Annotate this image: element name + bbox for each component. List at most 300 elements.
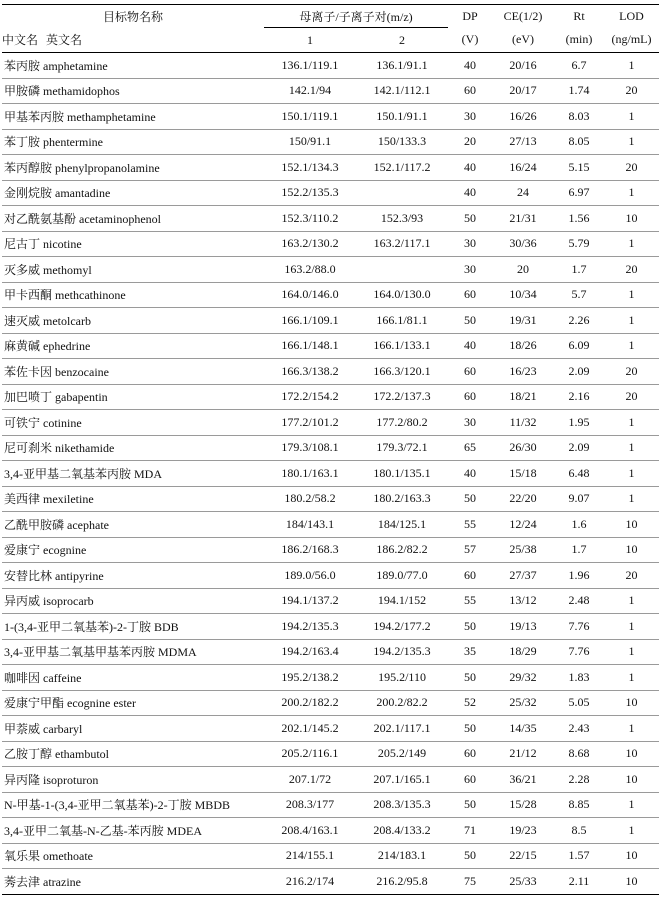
header-ion-pair — [264, 5, 448, 28]
cell-rt: 8.68 — [554, 741, 604, 767]
compound-en-name: MDA — [134, 466, 163, 481]
cell-ion1: 166.1/109.1 — [264, 308, 356, 334]
header-ion1: 1 — [264, 28, 356, 53]
cell-ion2: 194.1/152 — [356, 588, 448, 614]
table-row — [2, 231, 659, 257]
cell-ce: 12/24 — [492, 512, 554, 538]
cell-dp: 60 — [448, 741, 492, 767]
cell-rt: 1.7 — [554, 257, 604, 283]
cell-rt: 1.56 — [554, 206, 604, 232]
cell-dp: 60 — [448, 78, 492, 104]
cell-ion1: 163.2/130.2 — [264, 231, 356, 257]
cell-ce: 19/13 — [492, 614, 554, 640]
cell-dp: 52 — [448, 690, 492, 716]
compound-name-cell — [2, 410, 264, 436]
cell-ion2: 172.2/137.3 — [356, 384, 448, 410]
table-row — [2, 155, 659, 181]
cell-ion1: 194.2/135.3 — [264, 614, 356, 640]
cell-lod: 10 — [604, 690, 659, 716]
cell-ce: 25/38 — [492, 537, 554, 563]
compound-name-cell — [2, 869, 264, 895]
cell-ion1: 142.1/94 — [264, 78, 356, 104]
table-row — [2, 384, 659, 410]
cell-ion2: 166.1/133.1 — [356, 333, 448, 359]
cell-ion2: 184/125.1 — [356, 512, 448, 538]
cell-ion2: 186.2/82.2 — [356, 537, 448, 563]
compound-en-name: acephate — [67, 517, 109, 532]
cell-dp: 50 — [448, 792, 492, 818]
compound-en-name: phentermine — [43, 135, 103, 150]
cell-rt: 5.15 — [554, 155, 604, 181]
cell-ce: 10/34 — [492, 282, 554, 308]
cell-lod: 20 — [604, 384, 659, 410]
cell-dp: 60 — [448, 359, 492, 385]
compound-en-name: atrazine — [43, 874, 81, 889]
compound-name-cell — [2, 180, 264, 206]
cell-ion2: 136.1/91.1 — [356, 53, 448, 79]
header-lod-unit: (ng/mL) — [604, 28, 659, 53]
table-row — [2, 257, 659, 283]
compound-name-cell — [2, 308, 264, 334]
cell-dp: 55 — [448, 512, 492, 538]
cell-ion2: 164.0/130.0 — [356, 282, 448, 308]
cell-ce: 16/26 — [492, 104, 554, 130]
compound-cn-name: 苯丙醇胺 — [4, 160, 53, 175]
compound-en-name: ecognine ester — [67, 696, 136, 711]
cell-ce: 26/30 — [492, 435, 554, 461]
header-ce-unit: (eV) — [492, 28, 554, 53]
table-row — [2, 639, 659, 665]
table-row — [2, 180, 659, 206]
compound-cn-name: 麻黄碱 — [4, 339, 41, 354]
table-row — [2, 843, 659, 869]
cell-lod: 1 — [604, 486, 659, 512]
table-row — [2, 104, 659, 130]
table-row — [2, 716, 659, 742]
cell-ion2: 214/183.1 — [356, 843, 448, 869]
compound-en-name: acetaminophenol — [79, 211, 161, 226]
cell-ion2: 166.3/120.1 — [356, 359, 448, 385]
cell-dp: 57 — [448, 537, 492, 563]
compound-cn-name: 安替比林 — [4, 568, 53, 583]
table-row — [2, 435, 659, 461]
table-row — [2, 486, 659, 512]
cell-ce: 27/13 — [492, 129, 554, 155]
compound-name-cell — [2, 741, 264, 767]
compound-cn-name: 对乙酰氨基酚 — [4, 211, 77, 226]
cell-lod: 20 — [604, 155, 659, 181]
table-row — [2, 308, 659, 334]
cell-ion2: 142.1/112.1 — [356, 78, 448, 104]
table-row — [2, 690, 659, 716]
cell-rt: 2.48 — [554, 588, 604, 614]
cell-ion1: 214/155.1 — [264, 843, 356, 869]
compound-en-name: omethoate — [43, 849, 93, 864]
compound-en-name: isoprocarb — [43, 594, 94, 609]
cell-ce: 16/24 — [492, 155, 554, 181]
cell-rt: 1.95 — [554, 410, 604, 436]
compound-name-cell — [2, 282, 264, 308]
cell-ion1: 180.2/58.2 — [264, 486, 356, 512]
compound-en-name: methamidophos — [43, 84, 120, 99]
cell-dp: 30 — [448, 410, 492, 436]
cell-ion2: 207.1/165.1 — [356, 767, 448, 793]
cell-ion1: 152.3/110.2 — [264, 206, 356, 232]
cell-ion1: 195.2/138.2 — [264, 665, 356, 691]
cell-lod: 1 — [604, 231, 659, 257]
table-row — [2, 282, 659, 308]
cell-rt: 8.05 — [554, 129, 604, 155]
cell-lod: 10 — [604, 512, 659, 538]
cell-ion2: 150.1/91.1 — [356, 104, 448, 130]
cell-ion2: 166.1/81.1 — [356, 308, 448, 334]
compound-cn-name: 爱康宁 — [4, 543, 41, 558]
cell-lod: 10 — [604, 869, 659, 895]
compound-name-cell — [2, 384, 264, 410]
cell-ion1: 152.2/135.3 — [264, 180, 356, 206]
cell-rt: 1.6 — [554, 512, 604, 538]
header-en-name: 英文名 — [46, 33, 83, 48]
header-name-sub — [2, 28, 264, 53]
cell-rt: 2.26 — [554, 308, 604, 334]
cell-ion1: 184/143.1 — [264, 512, 356, 538]
cell-ce: 19/23 — [492, 818, 554, 844]
cell-lod: 1 — [604, 104, 659, 130]
compound-cn-name: 3,4-亚甲二氧基-N-乙基-苯丙胺 — [4, 823, 164, 838]
cell-ion1: 202.1/145.2 — [264, 716, 356, 742]
cell-ce: 22/20 — [492, 486, 554, 512]
header-dp-unit: (V) — [448, 28, 492, 53]
cell-ion2: 152.3/93 — [356, 206, 448, 232]
compound-en-name: ecognine — [43, 543, 87, 558]
compound-en-name: cotinine — [43, 415, 82, 430]
cell-lod: 20 — [604, 78, 659, 104]
cell-lod: 1 — [604, 180, 659, 206]
cell-dp: 40 — [448, 180, 492, 206]
compound-en-name: benzocaine — [55, 364, 109, 379]
cell-ce: 22/15 — [492, 843, 554, 869]
compound-en-name: MDMA — [158, 645, 197, 660]
cell-ce: 19/31 — [492, 308, 554, 334]
table-body — [2, 53, 659, 895]
cell-lod: 10 — [604, 537, 659, 563]
compound-en-name: isoproturon — [43, 772, 99, 787]
cell-dp: 30 — [448, 104, 492, 130]
cell-lod: 10 — [604, 206, 659, 232]
header-rt-unit: (min) — [554, 28, 604, 53]
compound-name-cell — [2, 104, 264, 130]
cell-rt: 6.7 — [554, 53, 604, 79]
cell-rt: 1.96 — [554, 563, 604, 589]
cell-lod: 1 — [604, 282, 659, 308]
compound-name-cell — [2, 53, 264, 79]
cell-ce: 20/17 — [492, 78, 554, 104]
compound-name-cell — [2, 665, 264, 691]
cell-ion1: 189.0/56.0 — [264, 563, 356, 589]
cell-ion1: 205.2/116.1 — [264, 741, 356, 767]
cell-ion1: 163.2/88.0 — [264, 257, 356, 283]
compound-cn-name: 加巴喷丁 — [4, 390, 53, 405]
compound-en-name: amantadine — [55, 186, 111, 201]
cell-ion1: 208.3/177 — [264, 792, 356, 818]
cell-ion1: 186.2/168.3 — [264, 537, 356, 563]
cell-rt: 1.7 — [554, 537, 604, 563]
header-target-name: 目标物名称 — [2, 5, 264, 28]
compound-en-name: antipyrine — [55, 568, 104, 583]
cell-dp: 60 — [448, 563, 492, 589]
table-row — [2, 563, 659, 589]
table-row — [2, 537, 659, 563]
cell-lod: 10 — [604, 741, 659, 767]
cell-ion2: 180.2/163.3 — [356, 486, 448, 512]
header-ion-pair-label: 母离子/子离子对(m/z) — [299, 9, 413, 24]
compound-name-cell — [2, 639, 264, 665]
cell-dp: 50 — [448, 206, 492, 232]
cell-dp: 75 — [448, 869, 492, 895]
cell-rt: 6.09 — [554, 333, 604, 359]
compound-name-cell — [2, 792, 264, 818]
cell-lod: 1 — [604, 308, 659, 334]
compound-name-cell — [2, 537, 264, 563]
cell-ion2: 205.2/149 — [356, 741, 448, 767]
compound-cn-name: 尼可刹米 — [4, 441, 53, 456]
cell-ion1: 180.1/163.1 — [264, 461, 356, 487]
compound-cn-name: 甲卡西酮 — [4, 288, 53, 303]
cell-rt: 8.85 — [554, 792, 604, 818]
cell-ion2: 194.2/135.3 — [356, 639, 448, 665]
cell-dp: 50 — [448, 308, 492, 334]
cell-ce: 24 — [492, 180, 554, 206]
compound-en-name: phenylpropanolamine — [55, 160, 160, 175]
cell-rt: 2.09 — [554, 359, 604, 385]
compound-name-cell — [2, 206, 264, 232]
cell-dp: 60 — [448, 767, 492, 793]
cell-rt: 1.83 — [554, 665, 604, 691]
compound-name-cell — [2, 257, 264, 283]
cell-ce: 20 — [492, 257, 554, 283]
cell-rt: 2.09 — [554, 435, 604, 461]
cell-ion1: 207.1/72 — [264, 767, 356, 793]
cell-lod: 1 — [604, 129, 659, 155]
compound-cn-name: 乙胺丁醇 — [4, 747, 53, 762]
compound-parameter-table — [2, 4, 659, 895]
cell-ce: 21/12 — [492, 741, 554, 767]
cell-ion1: 194.1/137.2 — [264, 588, 356, 614]
table-row — [2, 359, 659, 385]
table-row — [2, 512, 659, 538]
cell-rt: 8.5 — [554, 818, 604, 844]
compound-cn-name: 可铁宁 — [4, 415, 41, 430]
cell-ion2: 200.2/82.2 — [356, 690, 448, 716]
cell-dp: 71 — [448, 818, 492, 844]
compound-name-cell — [2, 78, 264, 104]
cell-lod: 20 — [604, 563, 659, 589]
compound-cn-name: 美西律 — [4, 492, 41, 507]
cell-dp: 40 — [448, 53, 492, 79]
table-row — [2, 53, 659, 79]
compound-en-name: methomyl — [43, 262, 92, 277]
cell-ion2: 194.2/177.2 — [356, 614, 448, 640]
compound-en-name: MBDB — [194, 798, 230, 813]
cell-ion1: 150/91.1 — [264, 129, 356, 155]
cell-rt: 2.11 — [554, 869, 604, 895]
cell-ce: 16/23 — [492, 359, 554, 385]
cell-ce: 29/32 — [492, 665, 554, 691]
cell-lod: 1 — [604, 818, 659, 844]
cell-rt: 9.07 — [554, 486, 604, 512]
cell-ion2: 202.1/117.1 — [356, 716, 448, 742]
cell-ion2: 208.3/135.3 — [356, 792, 448, 818]
compound-name-cell — [2, 155, 264, 181]
cell-ce: 20/16 — [492, 53, 554, 79]
cell-ce: 21/31 — [492, 206, 554, 232]
compound-name-cell — [2, 588, 264, 614]
cell-ion2 — [356, 257, 448, 283]
cell-ce: 18/21 — [492, 384, 554, 410]
table-header — [2, 5, 659, 53]
compound-en-name: ethambutol — [55, 747, 110, 762]
compound-cn-name: 甲萘威 — [4, 721, 41, 736]
compound-en-name: nicotine — [43, 237, 82, 252]
cell-rt: 5.7 — [554, 282, 604, 308]
compound-name-cell — [2, 333, 264, 359]
cell-ce: 30/36 — [492, 231, 554, 257]
cell-rt: 6.97 — [554, 180, 604, 206]
cell-dp: 65 — [448, 435, 492, 461]
cell-rt: 7.76 — [554, 639, 604, 665]
table-row — [2, 869, 659, 895]
compound-en-name: nikethamide — [55, 441, 115, 456]
compound-cn-name: 尼古丁 — [4, 237, 41, 252]
cell-rt: 6.48 — [554, 461, 604, 487]
compound-cn-name: 莠去津 — [4, 874, 41, 889]
compound-en-name: amphetamine — [43, 58, 108, 73]
cell-lod: 1 — [604, 435, 659, 461]
compound-cn-name: 1-(3,4-亚甲二氧基苯)-2-丁胺 — [4, 619, 151, 634]
cell-ion1: 179.3/108.1 — [264, 435, 356, 461]
cell-rt: 1.57 — [554, 843, 604, 869]
cell-lod: 1 — [604, 588, 659, 614]
cell-lod: 10 — [604, 843, 659, 869]
cell-ion1: 208.4/163.1 — [264, 818, 356, 844]
compound-name-cell — [2, 435, 264, 461]
cell-dp: 60 — [448, 282, 492, 308]
table-row — [2, 461, 659, 487]
cell-dp: 35 — [448, 639, 492, 665]
table-row — [2, 78, 659, 104]
cell-ion2: 179.3/72.1 — [356, 435, 448, 461]
compound-name-cell — [2, 767, 264, 793]
cell-dp: 40 — [448, 461, 492, 487]
compound-name-cell — [2, 818, 264, 844]
cell-dp: 50 — [448, 665, 492, 691]
compound-name-cell — [2, 486, 264, 512]
cell-ion2: 195.2/110 — [356, 665, 448, 691]
cell-lod: 1 — [604, 410, 659, 436]
table-row — [2, 665, 659, 691]
cell-dp: 50 — [448, 614, 492, 640]
cell-rt: 5.79 — [554, 231, 604, 257]
compound-en-name: ephedrine — [43, 339, 91, 354]
cell-lod: 1 — [604, 461, 659, 487]
cell-ce: 15/28 — [492, 792, 554, 818]
compound-name-cell — [2, 716, 264, 742]
cell-ion1: 216.2/174 — [264, 869, 356, 895]
compound-name-cell — [2, 843, 264, 869]
table-row — [2, 333, 659, 359]
cell-dp: 50 — [448, 716, 492, 742]
compound-en-name: metolcarb — [43, 313, 91, 328]
cell-dp: 30 — [448, 257, 492, 283]
compound-name-cell — [2, 461, 264, 487]
header-ion2: 2 — [356, 28, 448, 53]
cell-ion2: 216.2/95.8 — [356, 869, 448, 895]
cell-rt: 7.76 — [554, 614, 604, 640]
compound-en-name: methcathinone — [55, 288, 126, 303]
header-row-top — [2, 5, 659, 28]
cell-lod: 10 — [604, 767, 659, 793]
cell-rt: 8.03 — [554, 104, 604, 130]
compound-cn-name: 金刚烷胺 — [4, 186, 53, 201]
compound-cn-name: 爱康宁甲酯 — [4, 696, 65, 711]
cell-ion1: 136.1/119.1 — [264, 53, 356, 79]
header-rt: Rt — [554, 5, 604, 28]
compound-cn-name: 异丙威 — [4, 594, 41, 609]
cell-ce: 18/26 — [492, 333, 554, 359]
compound-en-name: MDEA — [166, 823, 202, 838]
cell-ion2: 208.4/133.2 — [356, 818, 448, 844]
compound-cn-name: 苯丁胺 — [4, 135, 41, 150]
header-lod: LOD — [604, 5, 659, 28]
compound-name-cell — [2, 690, 264, 716]
compound-cn-name: 咖啡因 — [4, 670, 41, 685]
cell-ion2: 150/133.3 — [356, 129, 448, 155]
compound-name-cell — [2, 231, 264, 257]
table-row — [2, 767, 659, 793]
table-row — [2, 129, 659, 155]
cell-dp: 55 — [448, 588, 492, 614]
compound-cn-name: 氧乐果 — [4, 849, 41, 864]
compound-cn-name: 苯佐卡因 — [4, 364, 53, 379]
cell-ce: 13/12 — [492, 588, 554, 614]
cell-ion2: 189.0/77.0 — [356, 563, 448, 589]
compound-cn-name: 异丙隆 — [4, 772, 41, 787]
compound-cn-name: N-甲基-1-(3,4-亚甲二氧基苯)-2-丁胺 — [4, 798, 192, 813]
cell-lod: 1 — [604, 333, 659, 359]
cell-lod: 1 — [604, 614, 659, 640]
table-row — [2, 206, 659, 232]
table-row — [2, 588, 659, 614]
cell-lod: 20 — [604, 257, 659, 283]
cell-ion1: 152.1/134.3 — [264, 155, 356, 181]
cell-lod: 20 — [604, 359, 659, 385]
cell-lod: 1 — [604, 665, 659, 691]
cell-rt: 2.43 — [554, 716, 604, 742]
compound-cn-name: 乙酰甲胺磷 — [4, 517, 65, 532]
cell-dp: 40 — [448, 155, 492, 181]
cell-ce: 36/21 — [492, 767, 554, 793]
cell-dp: 20 — [448, 129, 492, 155]
cell-rt: 2.28 — [554, 767, 604, 793]
compound-cn-name: 3,4-亚甲基二氧基苯丙胺 — [4, 466, 131, 481]
cell-ce: 18/29 — [492, 639, 554, 665]
table-row — [2, 410, 659, 436]
cell-dp: 50 — [448, 486, 492, 512]
cell-ion2: 163.2/117.1 — [356, 231, 448, 257]
table-row — [2, 818, 659, 844]
cell-dp: 60 — [448, 384, 492, 410]
cell-ce: 11/32 — [492, 410, 554, 436]
